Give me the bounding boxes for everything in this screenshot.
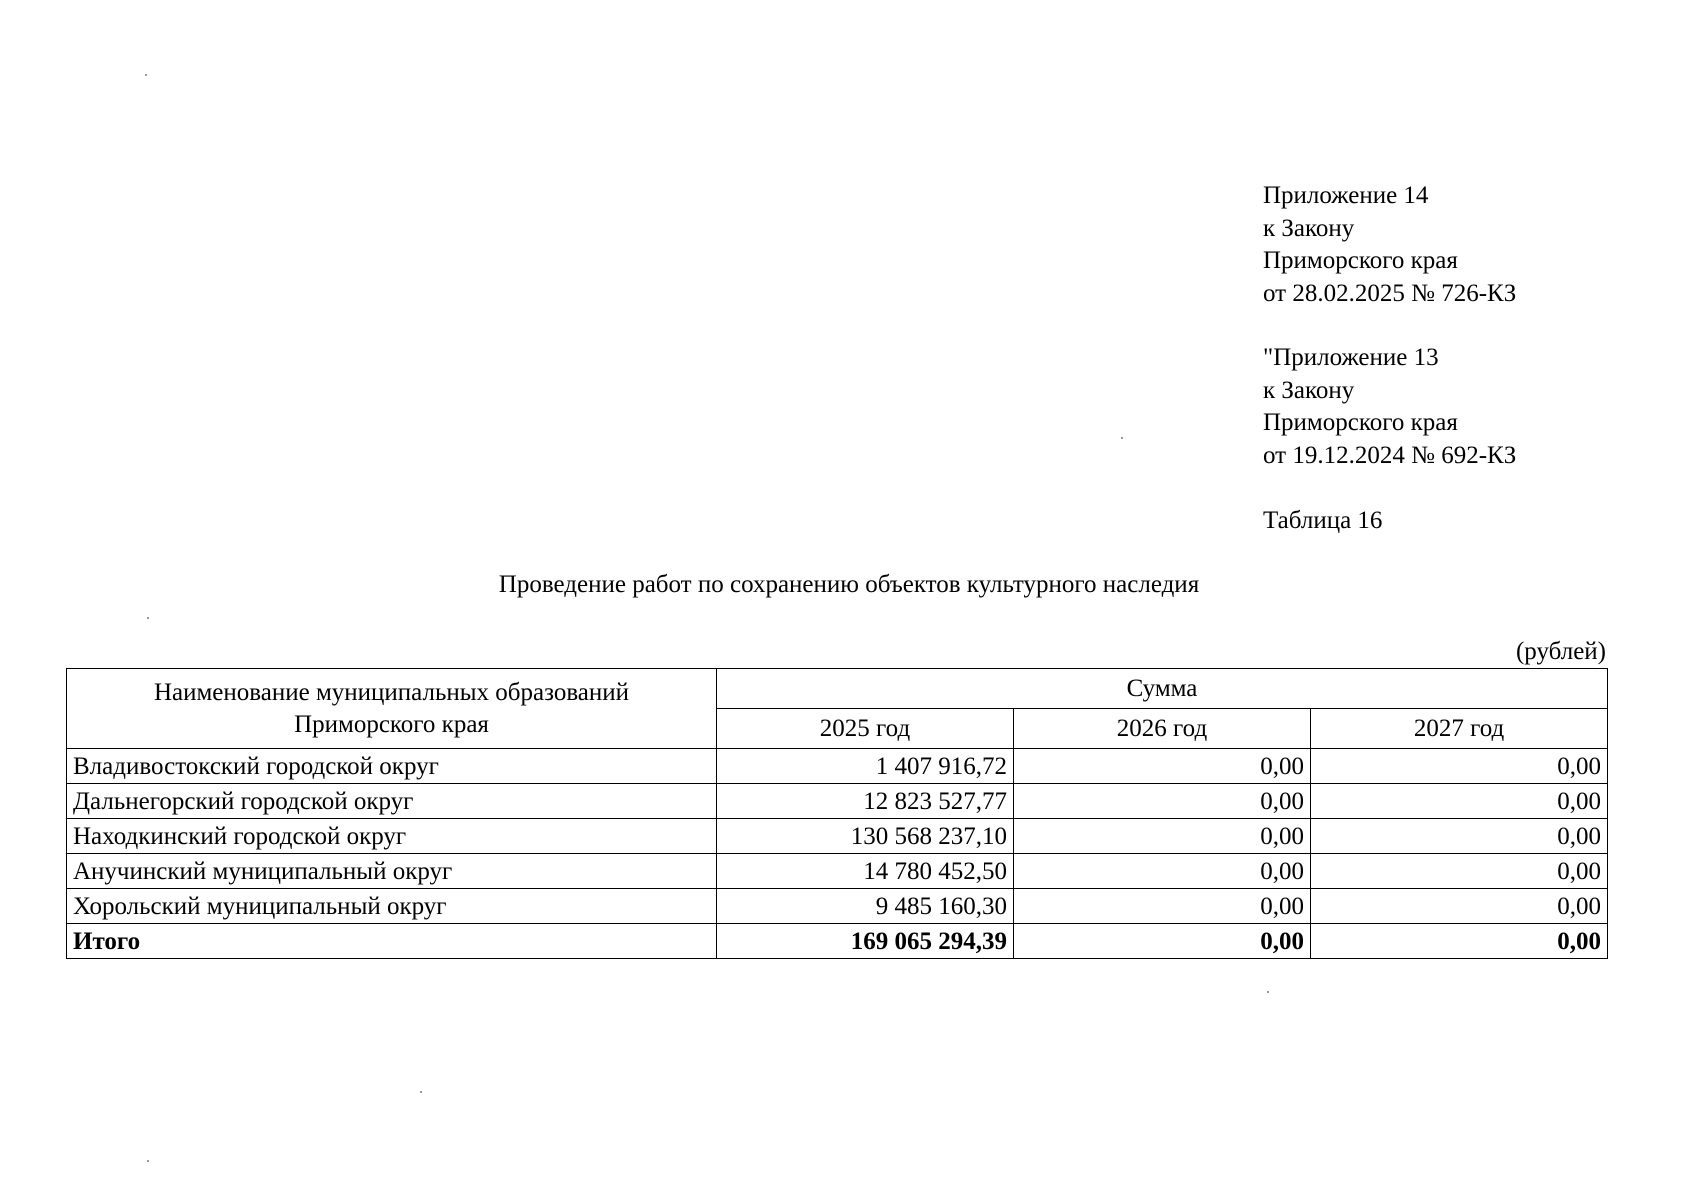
column-header-year-2026: 2026 год bbox=[1014, 709, 1311, 749]
amount-2027: 0,00 bbox=[1311, 854, 1608, 889]
municipality-name: Анучинский муниципальный округ bbox=[67, 854, 717, 889]
amount-2026: 0,00 bbox=[1014, 854, 1311, 889]
amount-2027: 0,00 bbox=[1311, 819, 1608, 854]
annex-law-label: к Закону bbox=[1263, 214, 1355, 242]
amount-2027: 0,00 bbox=[1311, 889, 1608, 924]
table-row bbox=[67, 749, 1608, 784]
annex-region: Приморского края bbox=[1263, 247, 1458, 274]
column-header-municipality-line2: Приморского края bbox=[294, 710, 489, 738]
amount-2025: 14 780 452,50 bbox=[717, 854, 1014, 889]
column-header-sum: Сумма bbox=[717, 669, 1608, 709]
quoted-annex-region: Приморского края bbox=[1263, 409, 1458, 436]
amount-2027: 0,00 bbox=[1311, 784, 1608, 819]
annex-reference bbox=[1263, 180, 1516, 310]
column-header-municipality bbox=[67, 669, 717, 749]
amount-2026: 0,00 bbox=[1014, 889, 1311, 924]
amount-2025: 9 485 160,30 bbox=[717, 889, 1014, 924]
amount-2026: 0,00 bbox=[1014, 749, 1311, 784]
document-title: Проведение работ по сохранению объектов культурного наследия bbox=[498, 571, 1200, 598]
column-header-year-2025: 2025 год bbox=[717, 709, 1014, 749]
table-row bbox=[67, 784, 1608, 819]
scan-speck bbox=[145, 74, 147, 76]
table-row bbox=[67, 889, 1608, 924]
budget-table bbox=[66, 668, 1608, 959]
column-header-year-2027: 2027 год bbox=[1311, 709, 1608, 749]
amount-2026: 0,00 bbox=[1014, 784, 1311, 819]
municipality-name: Владивостокский городской округ bbox=[67, 749, 717, 784]
quoted-annex-law-label: к Закону bbox=[1263, 376, 1355, 404]
units-label: (рублей) bbox=[1515, 638, 1606, 665]
total-label: Итого bbox=[67, 924, 717, 959]
annex-number: Приложение 14 bbox=[1263, 182, 1429, 209]
quoted-annex-number: "Приложение 13 bbox=[1263, 344, 1439, 371]
table-row bbox=[67, 819, 1608, 854]
scan-speck bbox=[147, 617, 149, 619]
amount-2025: 130 568 237,10 bbox=[717, 819, 1014, 854]
municipality-name: Находкинский городской округ bbox=[67, 819, 717, 854]
scan-speck bbox=[420, 1091, 422, 1093]
total-2025: 169 065 294,39 bbox=[717, 924, 1014, 959]
table-caption: Таблица 16 bbox=[1263, 507, 1383, 534]
scan-speck bbox=[147, 1160, 149, 1162]
total-row bbox=[67, 924, 1608, 959]
scan-speck bbox=[1267, 991, 1269, 993]
quoted-annex-reference bbox=[1263, 342, 1516, 472]
quoted-annex-law-date: от 19.12.2024 № 692-КЗ bbox=[1263, 441, 1517, 469]
amount-2027: 0,00 bbox=[1311, 749, 1608, 784]
annex-law-date: от 28.02.2025 № 726-КЗ bbox=[1263, 279, 1517, 307]
amount-2025: 12 823 527,77 bbox=[717, 784, 1014, 819]
total-2027: 0,00 bbox=[1311, 924, 1608, 959]
municipality-name: Хорольский муниципальный округ bbox=[67, 889, 717, 924]
amount-2026: 0,00 bbox=[1014, 819, 1311, 854]
amount-2025: 1 407 916,72 bbox=[717, 749, 1014, 784]
total-2026: 0,00 bbox=[1014, 924, 1311, 959]
municipality-name: Дальнегорский городской округ bbox=[67, 784, 717, 819]
scan-speck bbox=[1121, 437, 1123, 439]
column-header-municipality-line1: Наименование муниципальных образований bbox=[153, 678, 630, 706]
table-row bbox=[67, 854, 1608, 889]
